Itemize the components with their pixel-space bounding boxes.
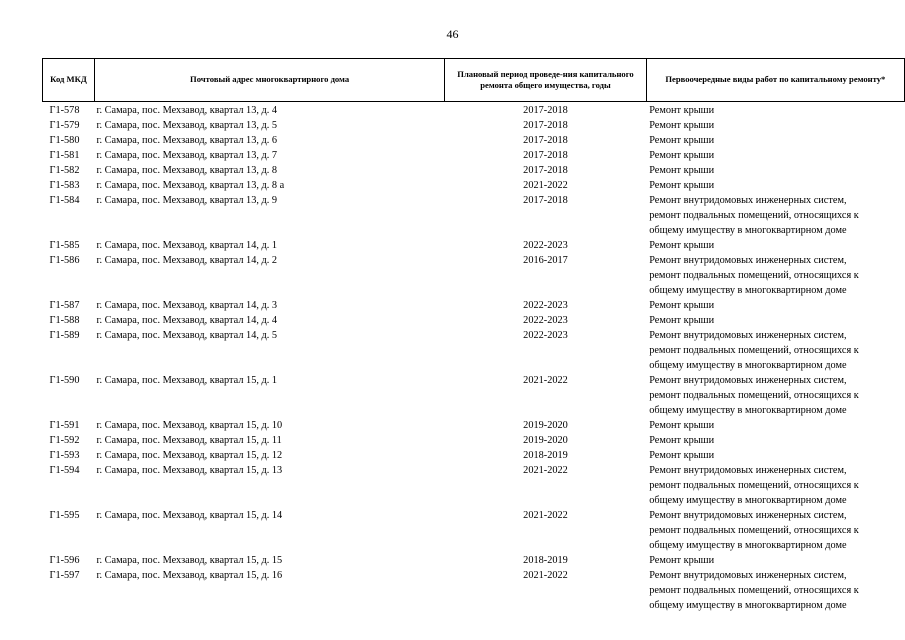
works-line: Ремонт крыши (649, 555, 715, 566)
table-row (43, 178, 905, 193)
table-row (43, 133, 905, 148)
table-row (43, 373, 905, 418)
row-works (646, 448, 904, 463)
row-address: г. Самара, пос. Мехзавод, квартал 13, д. 8 (96, 165, 278, 176)
table-row (43, 508, 905, 553)
row-works (646, 102, 904, 119)
row-address: г. Самара, пос. Мехзавод, квартал 14, д. 2 (96, 255, 278, 266)
row-code: Г1-594 (49, 465, 80, 476)
works-line: Ремонт крыши (649, 120, 715, 131)
works-line: Ремонт внутридомовых инженерных систем, (649, 570, 847, 581)
table-row (43, 433, 905, 448)
works-line: ремонт подвальных помещений, относящихся к (649, 525, 859, 536)
row-code: Г1-580 (49, 135, 80, 146)
row-code: Г1-597 (49, 570, 80, 581)
works-line: Ремонт внутридомовых инженерных систем, (649, 255, 847, 266)
row-address: г. Самара, пос. Мехзавод, квартал 13, д. 7 (96, 150, 278, 161)
row-code: Г1-593 (49, 450, 80, 461)
works-line: ремонт подвальных помещений, относящихся к (649, 390, 859, 401)
row-code: Г1-592 (49, 435, 80, 446)
works-line: общему имуществу в многоквартирном доме (649, 495, 847, 506)
works-line: Ремонт внутридомовых инженерных систем, (649, 195, 847, 206)
table-row (43, 418, 905, 433)
table-row (43, 253, 905, 298)
row-address: г. Самара, пос. Мехзавод, квартал 13, д. 9 (96, 195, 278, 206)
row-period: 2022-2023 (523, 315, 568, 326)
table-row (43, 193, 905, 238)
row-code: Г1-581 (49, 150, 80, 161)
row-code: Г1-589 (49, 330, 80, 341)
row-period: 2017-2018 (523, 165, 568, 176)
works-line: Ремонт крыши (649, 150, 715, 161)
row-works (646, 253, 904, 298)
works-line: ремонт подвальных помещений, относящихся к (649, 480, 859, 491)
row-code: Г1-578 (49, 105, 80, 116)
works-line: Ремонт крыши (649, 300, 715, 311)
row-works (646, 118, 904, 133)
works-line: ремонт подвальных помещений, относящихся к (649, 270, 859, 281)
row-works (646, 298, 904, 313)
row-address: г. Самара, пос. Мехзавод, квартал 15, д. 11 (96, 435, 282, 446)
works-line: общему имуществу в многоквартирном доме (649, 540, 847, 551)
works-line: Ремонт крыши (649, 450, 715, 461)
row-address: г. Самара, пос. Мехзавод, квартал 14, д. 1 (96, 240, 278, 251)
table-row (43, 553, 905, 568)
row-period: 2017-2018 (523, 195, 568, 206)
row-period: 2021-2022 (523, 375, 568, 386)
works-line: Ремонт крыши (649, 435, 715, 446)
works-line: Ремонт внутридомовых инженерных систем, (649, 510, 847, 521)
row-works (646, 508, 904, 553)
header-code: Код МКД (43, 59, 95, 102)
row-code: Г1-595 (49, 510, 80, 521)
table-row (43, 238, 905, 253)
row-code: Г1-579 (49, 120, 80, 131)
header-address: Почтовый адрес многоквартирного дома (94, 59, 444, 102)
works-line: Ремонт внутридомовых инженерных систем, (649, 465, 847, 476)
works-line: общему имуществу в многоквартирном доме (649, 360, 847, 371)
row-address: г. Самара, пос. Мехзавод, квартал 15, д. 13 (96, 465, 283, 476)
row-code: Г1-588 (49, 315, 80, 326)
row-period: 2022-2023 (523, 240, 568, 251)
works-line: общему имуществу в многоквартирном доме (649, 285, 847, 296)
row-period: 2018-2019 (523, 555, 568, 566)
works-line: общему имуществу в многоквартирном доме (649, 405, 847, 416)
row-code: Г1-583 (49, 180, 80, 191)
works-line: ремонт подвальных помещений, относящихся к (649, 210, 859, 221)
row-period: 2022-2023 (523, 330, 568, 341)
row-works (646, 193, 904, 238)
works-line: Ремонт крыши (649, 420, 715, 431)
row-address: г. Самара, пос. Мехзавод, квартал 13, д. 4 (96, 105, 278, 116)
row-code: Г1-582 (49, 165, 80, 176)
works-line: Ремонт внутридомовых инженерных систем, (649, 330, 847, 341)
works-line: Ремонт крыши (649, 165, 715, 176)
row-address: г. Самара, пос. Мехзавод, квартал 15, д. 16 (96, 570, 283, 581)
row-works (646, 163, 904, 178)
row-code: Г1-591 (49, 420, 80, 431)
row-works (646, 553, 904, 568)
row-works (646, 328, 904, 373)
row-period: 2017-2018 (523, 120, 568, 131)
row-address: г. Самара, пос. Мехзавод, квартал 14, д. 3 (96, 300, 278, 311)
table-row (43, 448, 905, 463)
table-row (43, 118, 905, 133)
row-address: г. Самара, пос. Мехзавод, квартал 15, д. 1 (96, 375, 278, 386)
row-address: г. Самара, пос. Мехзавод, квартал 15, д. 10 (96, 420, 283, 431)
row-code: Г1-585 (49, 240, 80, 251)
row-period: 2016-2017 (523, 255, 568, 266)
row-period: 2022-2023 (523, 300, 568, 311)
row-address: г. Самара, пос. Мехзавод, квартал 15, д. 14 (96, 510, 283, 521)
row-works (646, 313, 904, 328)
row-period: 2018-2019 (523, 450, 568, 461)
works-line: общему имуществу в многоквартирном доме (649, 600, 847, 611)
works-line: общему имуществу в многоквартирном доме (649, 225, 847, 236)
row-period: 2021-2022 (523, 510, 568, 521)
page-number: 46 (446, 27, 459, 41)
works-line: Ремонт крыши (649, 135, 715, 146)
row-code: Г1-590 (49, 375, 80, 386)
row-address: г. Самара, пос. Мехзавод, квартал 13, д. 8 а (96, 180, 285, 191)
works-line: ремонт подвальных помещений, относящихся к (649, 345, 859, 356)
row-address: г. Самара, пос. Мехзавод, квартал 15, д. 12 (96, 450, 283, 461)
row-address: г. Самара, пос. Мехзавод, квартал 15, д. 15 (96, 555, 283, 566)
row-address: г. Самара, пос. Мехзавод, квартал 13, д. 5 (96, 120, 278, 131)
row-period: 2017-2018 (523, 105, 568, 116)
row-period: 2017-2018 (523, 150, 568, 161)
row-works (646, 463, 904, 508)
row-period: 2021-2022 (523, 465, 568, 476)
row-works (646, 178, 904, 193)
table-row (43, 163, 905, 178)
row-works (646, 568, 904, 613)
row-address: г. Самара, пос. Мехзавод, квартал 13, д. 6 (96, 135, 278, 146)
table-row (43, 463, 905, 508)
table-row (43, 298, 905, 313)
row-period: 2017-2018 (523, 135, 568, 146)
row-works (646, 418, 904, 433)
works-line: Ремонт крыши (649, 180, 715, 191)
row-works (646, 133, 904, 148)
row-code: Г1-586 (49, 255, 80, 266)
row-period: 2019-2020 (523, 420, 568, 431)
row-works (646, 238, 904, 253)
row-code: Г1-587 (49, 300, 80, 311)
works-line: Ремонт крыши (649, 315, 715, 326)
row-period: 2021-2022 (523, 570, 568, 581)
row-period: 2021-2022 (523, 180, 568, 191)
table-row (43, 328, 905, 373)
row-works (646, 148, 904, 163)
table-header (43, 59, 905, 102)
works-line: Ремонт крыши (649, 105, 715, 116)
row-works (646, 433, 904, 448)
works-line: Ремонт крыши (649, 240, 715, 251)
table-body (43, 102, 905, 614)
row-address: г. Самара, пос. Мехзавод, квартал 14, д. 5 (96, 330, 278, 341)
row-period: 2019-2020 (523, 435, 568, 446)
header-period: Плановый период проведе-ния капитального ремонта общего имущества, годы (445, 59, 646, 102)
row-address: г. Самара, пос. Мехзавод, квартал 14, д. 4 (96, 315, 278, 326)
table-row (43, 148, 905, 163)
table-row (43, 313, 905, 328)
row-works (646, 373, 904, 418)
row-code: Г1-584 (49, 195, 80, 206)
table-row (43, 102, 905, 119)
works-line: Ремонт внутридомовых инженерных систем, (649, 375, 847, 386)
table-row (43, 568, 905, 613)
housing-repair-table (42, 58, 905, 613)
header-works: Первоочередные виды работ по капитальному ремонту* (646, 59, 904, 102)
works-line: ремонт подвальных помещений, относящихся к (649, 585, 859, 596)
row-code: Г1-596 (49, 555, 80, 566)
